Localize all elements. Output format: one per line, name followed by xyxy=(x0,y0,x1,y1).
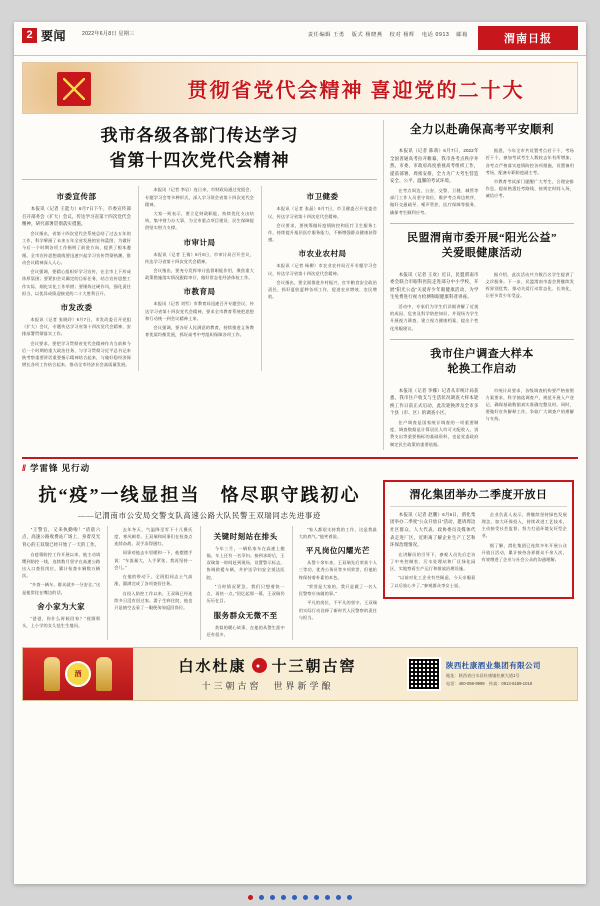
campaign-banner xyxy=(22,62,578,114)
advertisement[interactable] xyxy=(22,647,578,701)
lead-headline xyxy=(22,120,377,180)
feature-p-2-2: 类似的暖心故事，在他的从警生涯中还有很多。 xyxy=(206,624,285,637)
boxed-para-0: 本报讯（记者 赵鹏）6月6日，渭化集团举办二季度“公众开放日”活动，邀请周边社区群众、人大代表、政协委员及媒体代表走进厂区，近距离了解企业生产工艺和环保治理情况。 xyxy=(390,511,476,548)
pager-dot-5[interactable] xyxy=(292,895,297,900)
lead-para-3-0: 本报讯（记者 王倩）6月6日，市审计局召开会议，传达学习省第十四次党代会精神。 xyxy=(145,251,254,264)
lead-para-1-1: 会议要求，要把学习贯彻省党代会精神作为当前和今后一个时期的重大政治任务，与学习贯彻习近平总书记来陕考察重要讲话重要指示精神结合起来，与做好稳经济保增长各项工作结合起来，推动全市经济社会高质量发展。 xyxy=(22,340,131,368)
feature-subhead-1: 关键时刻站在排头 xyxy=(213,531,278,541)
ad-slogan-primary xyxy=(178,655,356,676)
feature-column-1 xyxy=(22,526,100,640)
credit-email: 邮箱 xyxy=(456,32,468,38)
lead-para-0-0: 本报讯（记者 王能力）6月7日下午，市委宣传部召开部务会（扩大）会议，传达学习省第十四次党代会精神，研究部署贯彻落实措施。 xyxy=(22,206,131,227)
story-household-headline xyxy=(390,345,574,382)
feature-p-0-0: “王警官，又来执勤啦！”清晨六点，高速公路收费站广场上，身着反光背心的王双瑞已经开始了一天的工作。 xyxy=(22,526,101,547)
section-name: 要闻 xyxy=(41,29,67,43)
pager-dot-9[interactable] xyxy=(336,895,341,900)
boxed-para-4: 据了解，渭化集团已连续多年开展公众开放日活动，累计接待各界群众千余人次，有效增进了企业与社会公众的沟通理解。 xyxy=(481,542,567,563)
feature-and-boxed xyxy=(22,474,578,640)
ad-slogans xyxy=(133,655,402,692)
feature-column-3 xyxy=(200,526,285,640)
boxed-story-headline: 渭化集团举办二季度开放日 xyxy=(390,486,567,507)
feature-subhead-2: 服务群众无微不至 xyxy=(213,610,278,620)
feature-columns xyxy=(22,526,377,640)
feature-p-1-0: 去年冬天，气温降至零下十几摄氏度，寒风刺骨。王双瑞和同事们在检查点连续奋战，双手冻得通红。 xyxy=(114,526,193,547)
story-eyehealth xyxy=(390,229,574,334)
story-household-headline-line2: 轮换工作启动 xyxy=(447,363,517,376)
story-household-headline-line1: 我市住户调查大样本 xyxy=(430,347,534,360)
story-household-columns xyxy=(390,387,574,450)
lead-subhead-3: 市审计局 xyxy=(183,237,216,247)
boxed-para-2: “以前对化工企业有些顾虑，今天亲眼看了以后放心多了。”参观群众李女士说。 xyxy=(390,575,476,588)
feature-p-3-0: “爸爸，你什么时候回家？”视频那头，上小学的女儿怯生生地问。 xyxy=(22,615,101,629)
story-eyehealth-headline-line1: 民盟渭南市委开展“阳光公益” xyxy=(407,231,557,244)
credit-layout: 版式 杨晓燕 xyxy=(351,32,383,38)
story-household-survey xyxy=(390,345,574,450)
story-household-para-1: 住户调查是国家统计调查的一项重要制度，调查数据是计算居民人均可支配收入、消费支出等重要指标的基础资料，也是党委政府制定民生政策的重要依据。 xyxy=(390,419,479,447)
ad-brand-name: 白水杜康 xyxy=(178,659,247,676)
lead-subhead-5: 市卫健委 xyxy=(306,192,339,202)
pager-dot-7[interactable] xyxy=(314,895,319,900)
feature-story xyxy=(22,474,377,640)
story-gaokao xyxy=(390,120,574,218)
lead-headline-line1: 我市各级各部门传达学习 xyxy=(100,126,299,145)
credit-phone: 电话 0913 xyxy=(421,32,450,38)
pager-dot-10[interactable] xyxy=(347,895,352,900)
feature-p-1-2: 在他的带动下，全班组同志士气高涨，圆满完成了各项查验任务。 xyxy=(114,574,193,587)
slash-icon: // xyxy=(22,462,26,473)
story-gaokao-para-1: 在考点周边，公安、交警、卫健、城管等部门工作人员坚守岗位，维护考点周边秩序，做好交通疏导、噪声管控、医疗保障等服务，确保考生顺利应考。 xyxy=(390,187,479,215)
feature-p-4-0: 从警十余年来，王双瑞先后荣获个人三等功、优秀公务员等多项荣誉，但他始终保持着朴素的本色。 xyxy=(298,560,377,580)
page-pager[interactable] xyxy=(0,895,600,900)
pager-dot-6[interactable] xyxy=(303,895,308,900)
feature-p-3-1: 自投入防控工作以来，王双瑞已经连续多日没有回过家。妻子生病住院，他也只是抽空去看了一眼便匆匆返回岗位。 xyxy=(114,590,193,610)
ad-company-name: 陕西杜康酒业集团有限公司 xyxy=(446,660,541,670)
credit-editor: 责任编辑 王勇 xyxy=(307,32,345,38)
story-eyehealth-headline xyxy=(390,229,574,266)
feature-p-0-2: “多查一辆车，群众就多一分安全。”这是他常挂在嘴边的话。 xyxy=(22,582,101,595)
feature-p-4-1: “荣誉是大家的，我只是做了一名人民警察应该做的事。” xyxy=(298,583,377,597)
lead-para-3-1: 会议指出，要充分发挥审计监督职能作用，聚焦重大政策措施落实情况跟踪审计，做好常态化经济体检工作。 xyxy=(145,268,254,281)
story-eyehealth-para-0: 本报讯（记者 王欢）近日，民盟渭南市委会联合市眼科医院走进部分中小学校，开展“阳光公益”关爱青少年眼健康活动，为学生免费进行视力检测和眼健康科普讲座。 xyxy=(390,271,479,300)
folio xyxy=(22,27,66,44)
feature-headline: 抗“疫”一线显担当 恪尽职守践初心 xyxy=(38,484,361,505)
banner-title: 贯彻省党代会精神 喜迎党的二十大 xyxy=(187,79,525,102)
qr-code-icon[interactable] xyxy=(407,657,441,691)
lead-column-2 xyxy=(138,186,254,370)
lead-para-0-2: 会议强调，要精心组织好学习宣传，在全市上下形成浓厚氛围；要紧扣会议确定的目标任务，结合宣传思想工作实际，细化实化工作举措；要锤炼过硬作风，强化责任担当，以优异成绩迎接党的二十大胜利召开。 xyxy=(22,269,131,296)
lead-headline-line2: 省第十四次党代会精神 xyxy=(109,150,290,170)
feature-subhead: ——记渭南市公安局交警支队高速公路大队民警王双瑞同志先进事迹 xyxy=(78,510,321,520)
right-column xyxy=(383,120,574,450)
feature-subhead-4: 平凡岗位闪耀光芒 xyxy=(305,546,370,556)
ad-dot-icon: ● xyxy=(252,658,267,673)
lead-subhead-4: 市教育局 xyxy=(183,287,216,297)
lead-para-1-0: 本报讯（记者 张晓玲）6月7日，市发改委召开党组（扩大）会议，专题传达学习省第十四次党代会精神，安排部署贯彻落实工作。 xyxy=(22,316,131,337)
bottle-icon-2 xyxy=(96,657,112,691)
pager-dot-4[interactable] xyxy=(281,895,286,900)
boxed-story-columns xyxy=(390,511,567,591)
bottle-icon xyxy=(44,657,60,691)
pager-dot-3[interactable] xyxy=(270,895,275,900)
boxed-story-wrap xyxy=(383,474,574,640)
story-gaokao-para-3: 市教育考试部门提醒广大考生，合理安排作息，提前熟悉赴考路线，按规定时间入场，诚信应考。 xyxy=(485,178,574,199)
lead-story xyxy=(22,120,377,450)
story-household-para-2: 市统计局要求，各级调查机构要严格按照方案要求，科学抽选调查户，规范开展入户登记，确保基础数据真实准确完整及时。同时，要做好宣传解释工作，争取广大调查户的理解与支持。 xyxy=(485,387,574,422)
lead-para-4-0: 本报讯（记者 刘雪）市教育局迅速召开专题会议，传达学习省第十四次党代会精神，要求全市教育系统把思想和行动统一到会议精神上来。 xyxy=(145,301,254,321)
pager-dot-8[interactable] xyxy=(325,895,330,900)
divider-2 xyxy=(390,339,574,340)
feature-p-2-0: 今年三月，一辆私家车在高速上抛锚，车上还有一名孕妇。接到求助后，王双瑞第一时间赶到现场，设置警示标志，协调救援车辆，并护送孕妇安全抵达医院。 xyxy=(206,545,285,580)
lead-para-5-0: 本报讯（记者 张晶）6月7日，市卫健委召开党委会议，传达学习省第十四次党代会精神。 xyxy=(268,206,377,219)
story-eyehealth-para-1: 活动中，专家们为学生们详细讲解了近视的成因、危害及科学防控知识，并现场为学生开展视力筛查，建立视力健康档案，提出个性化用眼建议。 xyxy=(390,303,479,331)
lead-para-5-1: 会议要求，要统筹做好疫情防控和医疗卫生服务工作，持续提升基层医疗服务能力，不断增强群众健康获得感。 xyxy=(268,222,377,243)
issue-date: 2022年6月8日 星期三 xyxy=(82,31,135,37)
ad-address: 地址：陕西省白水县杜康镇杜康大道1号 xyxy=(446,672,520,678)
feature-tag-text: 学雷锋 见行动 xyxy=(30,462,91,473)
feature-p-3-2: “家人都很支持我的工作，这是我最大的底气。”他笑着说。 xyxy=(298,526,377,540)
divider-1 xyxy=(390,223,574,224)
story-eyehealth-columns xyxy=(390,271,574,334)
story-eyehealth-para-2: 据介绍，此次活动共为数百名学生提供了义诊服务。下一步，民盟渭南市委会将继续发挥界别优势，推动关爱行动常态化、长效化，让更多青少年受益。 xyxy=(485,271,574,299)
story-gaokao-columns xyxy=(390,147,574,218)
story-gaokao-para-2: 据悉，今年全市共设置考点若干个，考场若干个，参加考试考生人数较去年有所增加。各考点严格落实疫情防控各项措施，设置备用考场，配备专职防疫副主考。 xyxy=(485,148,574,175)
lead-column-3 xyxy=(261,186,377,370)
lead-subhead-1: 市发改委 xyxy=(60,302,93,312)
nameplate xyxy=(478,26,578,50)
party-emblem-icon xyxy=(57,72,91,106)
story-eyehealth-headline-line2: 关爱眼健康活动 xyxy=(441,247,523,260)
nameplate-text: 渭南日报 xyxy=(504,33,552,45)
lead-para-4-1: 会议强调，要办好人民满意的教育，持续推进义务教育优质均衡发展，抓好高考中考组织保障各项工作。 xyxy=(145,325,254,338)
boxed-para-1: 在讲解员的引导下，参观人员先后走访了中央控制室、污水处理站和厂区绿化园区，实地察看生产运行和排放治理设施。 xyxy=(390,551,476,572)
banner-decoration xyxy=(23,63,143,113)
pager-dot-2[interactable] xyxy=(259,895,264,900)
lead-para-0-1: 会议指出，省第十四次党代会系统总结了过去五年的工作，科学擘画了未来五年全省发展的宏伟蓝图，为做好今后一个时期各项工作指明了前进方向、提供了根本遵循。全市宣传思想战线要迅速兴起学习宣传贯彻热潮，推动会议精神深入人心。 xyxy=(22,231,131,265)
story-household-para-0: 本报讯（记者 李娜）记者从市统计局获悉，我市住户收支与生活状况调查大样本轮换工作日前正式启动，此次轮换涉及全市多个县（市、区）的调查小区。 xyxy=(390,387,479,416)
story-gaokao-headline: 全力以赴确保高考平安顺利 xyxy=(410,124,554,136)
page-number: 2 xyxy=(22,28,37,43)
lead-para-2-1: 大家一致表示，要立足财政职能，持续优化支出结构，集中财力办大事，为全市重点项目建设、民生保障提供坚实财力支撑。 xyxy=(145,210,254,231)
lead-subhead-6: 市农业农村局 xyxy=(298,249,347,259)
credit-proof: 校对 杨辉 xyxy=(389,32,415,38)
masthead xyxy=(14,22,586,56)
pager-dot-1[interactable] xyxy=(248,895,253,900)
feature-p-2-1: “当时情况紧急，我们只想着快一点、再快一点。”回忆起那一幕，王双瑞仍历历在目。 xyxy=(206,583,285,604)
feature-column-4 xyxy=(292,526,377,640)
feature-section-tag xyxy=(22,457,578,474)
lead-para-6-1: 会议指出，要全面推进乡村振兴，扛牢粮食安全政治责任，抓好夏收夏种各项工作，促进农业增效、农民增收。 xyxy=(268,279,377,300)
credits-line xyxy=(308,31,468,38)
newspaper-page xyxy=(14,22,586,884)
feature-p-1-1: 同事劝他去车里暖和一下，他摆摆手说：“车流量大，人手紧张，我再坚持一会儿。” xyxy=(114,550,193,570)
ad-brand-tail: 十三朝古窖 xyxy=(271,659,357,676)
seal-icon: 酒 xyxy=(65,661,91,687)
lead-column-1 xyxy=(22,186,131,370)
ad-phone: 电话：400-098-9999 传真：0913-6189-1018 xyxy=(446,681,533,687)
ad-contact-block xyxy=(402,648,577,700)
lead-para-6-0: 本报讯（记者 杨柳）市农业农村局召开专题学习会议，传达学习省第十四次党代会精神。 xyxy=(268,263,377,276)
feature-subhead-3: 舍小家为大家 xyxy=(37,601,86,611)
boxed-para-3: 企业负责人表示，将继续坚持绿色发展理念，加大环保投入，持续改进工艺技术，主动接受社会监督，努力打造环境友好型企业。 xyxy=(481,511,567,539)
ad-slogan-secondary: 十三朝古窖 世界新学酿 xyxy=(201,681,334,692)
boxed-story xyxy=(383,480,574,599)
lead-para-2-0: 本报讯（记者 李岩）连日来，市财政局通过党组会、专题学习会等多种形式，深入学习领会省第十四次党代会精神。 xyxy=(145,187,254,207)
main-content xyxy=(22,120,578,450)
feature-column-2 xyxy=(107,526,192,640)
lead-subhead-0: 市委宣传部 xyxy=(56,192,97,202)
story-gaokao-para-0: 本报讯（记者 陈萌）6月7日，2022年全国普通高考拉开帷幕，我市各考点秩序井然。市委、市政府高度重视高考组织工作，提前部署、周密安排，全力为广大考生营造安全、公平、温馨的考试环境。 xyxy=(390,148,479,184)
ad-brand-mark xyxy=(23,648,133,700)
feature-p-0-1: 自疫情防控工作开展以来，他主动请缨到防控一线，连续数月坚守在高速公路出入口查验岗位，累计检查车辆数万辆次。 xyxy=(22,551,101,579)
feature-p-4-2: 平凡的岗位，不平凡的坚守。王双瑞用实际行动诠释了新时代人民警察的责任与担当。 xyxy=(298,600,377,620)
lead-story-columns xyxy=(22,186,377,370)
